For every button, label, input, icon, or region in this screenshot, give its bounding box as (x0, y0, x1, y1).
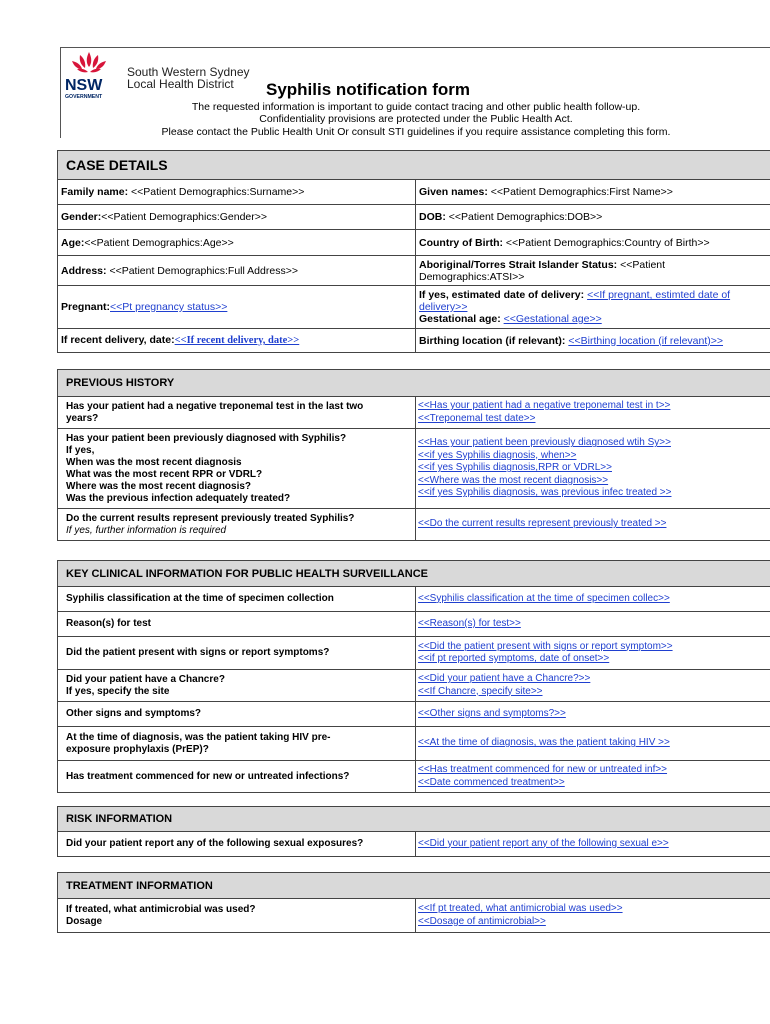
history-a1-line-1[interactable]: <<Has your patient had a negative treponemal test in t>> (418, 400, 671, 411)
dob-label: DOB: (419, 211, 446, 223)
clinical-q3: Did the patient present with signs or report symptoms? (66, 647, 330, 658)
history-a1-line-2[interactable]: <<Treponemal test date>> (418, 412, 536, 424)
pregnant-cell (58, 286, 416, 328)
recent-delivery-label: If recent delivery, date: (61, 334, 175, 346)
history-q2-line-5: Where was the most recent diagnosis? (66, 480, 252, 492)
clinical-a3-line-2[interactable]: <<if pt reported symptoms, date of onset>> (418, 653, 610, 664)
history-q2-line-4: What was the most recent RPR or VDRL? (66, 468, 263, 480)
clinical-question-6 (58, 727, 416, 760)
clinical-question-2 (58, 612, 416, 636)
history-answer-1 (416, 397, 770, 428)
clinical-answer-2 (416, 612, 770, 636)
clinical-a6[interactable]: <<At the time of diagnosis, was the patient taking HIV >> (418, 737, 670, 749)
logo-wordmark: NSW (65, 77, 103, 94)
history-a2-line-1[interactable]: <<Has your patient been previously diagnosed wtih Sy>> (418, 437, 671, 449)
gender-value[interactable]: <<Patient Demographics:Gender>> (101, 211, 268, 223)
address-cell (58, 256, 416, 285)
clinical-a1[interactable]: <<Syphilis classification at the time of specimen collec>> (418, 592, 670, 604)
history-q1-line-2: years? (66, 412, 99, 424)
history-a2-line-4[interactable]: <<Where was the most recent diagnosis>> (418, 474, 609, 486)
delivery-est-value-2[interactable]: delivery>> (419, 301, 468, 313)
clinical-row-5 (58, 702, 770, 727)
previous-history-section (57, 369, 770, 541)
clinical-a7-line-1[interactable]: <<Has treatment commenced for new or untreated inf>> (418, 764, 668, 775)
clinical-answer-4 (416, 670, 770, 701)
case-row-pregnant (58, 286, 770, 329)
gestational-age-label: Gestational age: (419, 313, 501, 325)
dob-cell (416, 205, 770, 229)
treatment-row-1 (58, 899, 770, 933)
logo-subtext: GOVERNMENT (65, 94, 103, 100)
recent-delivery-value[interactable]: <<If recent delivery, date>> (174, 335, 300, 346)
birthing-value[interactable]: <<Birthing location (if relevant)>> (568, 334, 724, 347)
risk-info-section (57, 806, 770, 857)
clinical-question-7 (58, 761, 416, 792)
risk-info-heading: RISK INFORMATION (58, 807, 770, 832)
clinical-a7-line-2[interactable]: <<Date commenced treatment>> (418, 776, 565, 788)
clinical-question-5 (58, 702, 416, 726)
given-names-value[interactable]: <<Patient Demographics:First Name>> (490, 186, 673, 198)
pregnant-label: Pregnant: (61, 301, 111, 313)
clinical-a4-line-1[interactable]: <<Did your patient have a Chancre?>> (418, 673, 591, 684)
family-name-value[interactable]: <<Patient Demographics:Surname>> (131, 186, 305, 198)
subtitle-line-2: Confidentiality provisions are protected under the Public Health Act. (259, 113, 573, 125)
clinical-answer-5 (416, 702, 770, 726)
birthing-label: Birthing location (if relevant): (419, 334, 566, 347)
form-header (60, 47, 770, 138)
country-value[interactable]: <<Patient Demographics:Country of Birth>> (505, 236, 710, 249)
clinical-question-1 (58, 587, 416, 611)
given-names-label: Given names: (419, 186, 488, 198)
clinical-a4-line-2[interactable]: <<If Chancre, specify site>> (418, 685, 543, 697)
clinical-a5[interactable]: <<Other signs and symptoms?>> (418, 707, 566, 719)
recent-delivery-cell (58, 329, 416, 352)
gender-cell (58, 205, 416, 229)
form-title: Syphilis notification form (266, 80, 471, 99)
risk-answer-1 (416, 832, 770, 856)
history-row-1 (58, 397, 770, 429)
country-label: Country of Birth: (419, 236, 503, 249)
treatment-question-1 (58, 899, 416, 932)
gestational-age-value[interactable]: <<Gestational age>> (503, 313, 602, 325)
clinical-q4-line-1: Did your patient have a Chancre? (66, 673, 225, 685)
atsi-value-2[interactable]: Demographics:ATSI>> (419, 270, 525, 283)
birthing-cell (416, 329, 770, 352)
treatment-a1-line-2[interactable]: <<Dosage of antimicrobial>> (418, 915, 546, 927)
atsi-label: Aboriginal/Torres Strait Islander Status: (419, 258, 618, 271)
history-a2-line-2[interactable]: <<if yes Syphilis diagnosis, when>> (418, 449, 577, 461)
treatment-info-heading: TREATMENT INFORMATION (58, 873, 770, 899)
history-q2-line-3: When was the most recent diagnosis (66, 456, 242, 468)
clinical-question-3 (58, 637, 416, 669)
delivery-est-label: If yes, estimated date of delivery: (419, 289, 585, 301)
clinical-q6-line-2: exposure prophylaxis (PrEP)? (66, 743, 209, 755)
history-q2-line-6: Was the previous infection adequately treated? (66, 492, 291, 504)
clinical-answer-1 (416, 587, 770, 611)
case-row-gender (58, 205, 770, 230)
delivery-cell (416, 286, 770, 328)
subtitle-line-1: The requested information is important to guide contact tracing and other public health follow-up. (191, 101, 641, 113)
atsi-value-1[interactable]: <<Patient (620, 258, 666, 271)
given-names-cell (416, 180, 770, 204)
risk-q1: Did your patient report any of the following sexual exposures? (66, 838, 364, 849)
treatment-answer-1 (416, 899, 770, 932)
clinical-q2: Reason(s) for test (66, 618, 152, 629)
age-cell (58, 230, 416, 255)
clinical-row-1 (58, 587, 770, 612)
history-a2-line-5[interactable]: <<if yes Syphilis diagnosis, was previous infec treated >> (418, 487, 672, 499)
clinical-q1: Syphilis classification at the time of specimen collection (66, 593, 334, 604)
history-answer-2 (416, 429, 770, 508)
history-question-3 (58, 509, 416, 540)
pregnant-value[interactable]: <<Pt pregnancy status>> (110, 301, 228, 313)
dob-value[interactable]: <<Patient Demographics:DOB>> (448, 211, 603, 223)
case-row-delivery (58, 329, 770, 353)
history-q2-line-1: Has your patient been previously diagnosed with Syphilis? (66, 432, 347, 444)
case-details-section (57, 150, 770, 353)
history-row-3 (58, 509, 770, 541)
clinical-q6-line-1: At the time of diagnosis, was the patient taking HIV pre- (66, 731, 331, 743)
treatment-q1-line-1: If treated, what antimicrobial was used? (66, 903, 256, 915)
history-q3-note: If yes, further information is required (66, 524, 227, 536)
risk-a1[interactable]: <<Did your patient report any of the following sexual e>> (418, 837, 669, 849)
district-line-2: Local Health District (127, 77, 234, 91)
treatment-info-section (57, 872, 770, 933)
clinical-row-3 (58, 637, 770, 670)
case-row-address (58, 256, 770, 286)
clinical-q5: Other signs and symptoms? (66, 708, 202, 719)
family-name-cell (58, 180, 416, 204)
clinical-answer-7 (416, 761, 770, 792)
treatment-a1-line-1[interactable]: <<If pt treated, what antimicrobial was used>> (418, 903, 623, 914)
key-clinical-section (57, 560, 770, 793)
atsi-cell (416, 256, 770, 285)
clinical-a2[interactable]: <<Reason(s) for test>> (418, 617, 521, 629)
risk-row-1 (58, 832, 770, 857)
gender-label: Gender: (61, 211, 102, 223)
history-a3[interactable]: <<Do the current results represent previously treated >> (418, 518, 667, 530)
clinical-q7: Has treatment commenced for new or untreated infections? (66, 770, 350, 782)
case-details-heading: CASE DETAILS (58, 151, 770, 180)
history-q1-line-1: Has your patient had a negative treponemal test in the last two (66, 400, 364, 412)
district-line-1: South Western Sydney (127, 65, 250, 79)
country-cell (416, 230, 770, 255)
clinical-a3-line-1[interactable]: <<Did the patient present with signs or report symptom>> (418, 640, 673, 652)
history-answer-3 (416, 509, 770, 540)
address-label: Address: (61, 264, 107, 277)
key-clinical-heading: KEY CLINICAL INFORMATION FOR PUBLIC HEALTH SURVEILLANCE (58, 561, 770, 587)
history-question-1 (58, 397, 416, 428)
age-label: Age: (61, 236, 85, 249)
treatment-q1-line-2: Dosage (66, 915, 103, 927)
case-row-age (58, 230, 770, 256)
subtitle-line-3: Please contact the Public Health Unit Or consult STI guidelines if you require assistance completing this form. (161, 126, 671, 138)
family-name-label: Family name: (61, 186, 129, 198)
district-name (127, 66, 250, 90)
address-value[interactable]: <<Patient Demographics:Full Address>> (109, 264, 298, 277)
history-a2-line-3[interactable]: <<if yes Syphilis diagnosis,RPR or VDRL>> (418, 462, 612, 474)
history-q3-line-1: Do the current results represent previously treated Syphilis? (66, 512, 355, 524)
clinical-answer-3 (416, 637, 770, 669)
age-value[interactable]: <<Patient Demographics:Age>> (84, 236, 234, 249)
clinical-answer-6 (416, 727, 770, 760)
clinical-row-7 (58, 761, 770, 793)
delivery-est-value-1[interactable]: <<If pregnant, estimted date of (587, 289, 731, 301)
clinical-q4-line-2: If yes, specify the site (66, 685, 170, 697)
history-question-2 (58, 429, 416, 508)
clinical-question-4 (58, 670, 416, 701)
case-row-name (58, 180, 770, 205)
risk-question-1 (58, 832, 416, 856)
clinical-row-2 (58, 612, 770, 637)
history-row-2 (58, 429, 770, 509)
clinical-row-4 (58, 670, 770, 702)
nsw-government-logo (63, 50, 115, 102)
clinical-row-6 (58, 727, 770, 761)
previous-history-heading: PREVIOUS HISTORY (58, 370, 770, 397)
history-q2-line-2: If yes, (66, 444, 95, 456)
